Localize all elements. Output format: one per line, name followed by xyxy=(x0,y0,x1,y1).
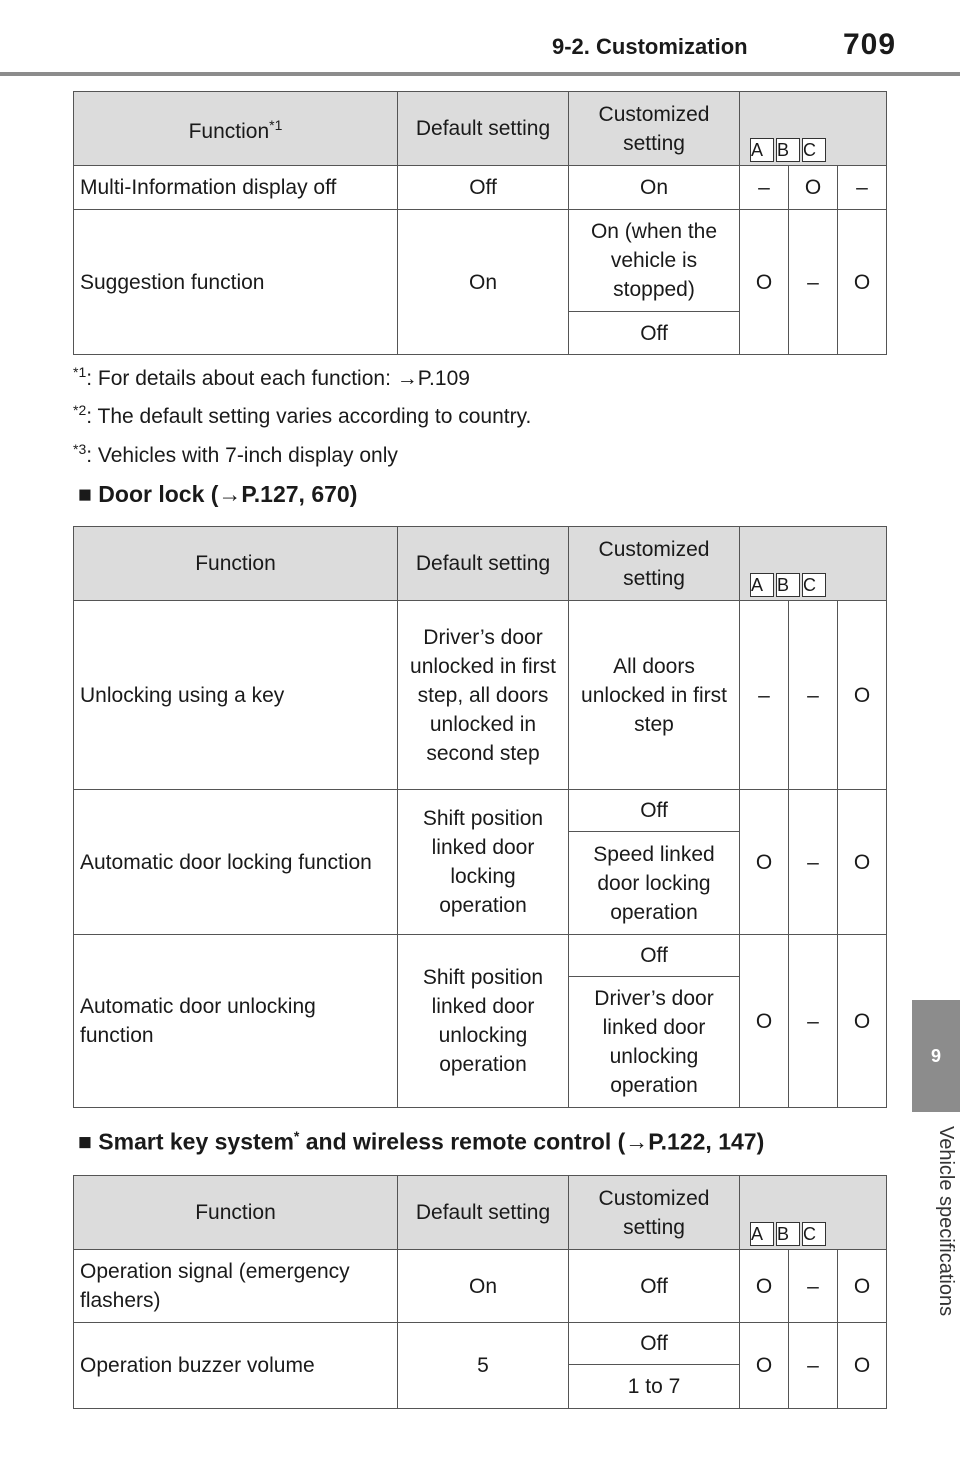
col-customized: Customized setting xyxy=(569,92,740,166)
header-divider xyxy=(0,72,960,76)
table-row: Unlocking using a key Driver’s door unlocked in first step, all doors unlocked in second step All doors unlocked in first step – – O xyxy=(74,601,887,790)
footnote-2: $^{*2}$: The default setting varies according to country. xyxy=(73,402,532,428)
table-row: Operation signal (emergency flashers) On Off O – O xyxy=(74,1250,887,1323)
table-row: Off xyxy=(74,312,887,355)
table-row: 1 to 7 xyxy=(74,1365,887,1409)
section-title-door-lock: ■ Door lock (→P.127, 670) xyxy=(78,481,358,507)
chapter-label: Vehicle specifications xyxy=(935,1126,957,1317)
table-row: Automatic door unlocking function Shift position linked door unlocking operation Off O – O xyxy=(74,935,887,977)
table-header: Function Default setting Customized setting A B C xyxy=(74,527,887,601)
customization-table-1 xyxy=(73,91,887,355)
section-heading: 9-2. Customization xyxy=(552,34,748,59)
customization-table-door-lock xyxy=(73,526,887,1108)
footnote-1: $^{*1}$: For details about each function: →P.109 xyxy=(73,364,470,390)
table-header xyxy=(74,92,887,166)
table-row: Driver’s door linked door unlocking operation xyxy=(74,977,887,1108)
table-row: Automatic door locking function Shift position linked door locking operation Off O – O xyxy=(74,790,887,832)
page-number: 709 xyxy=(843,28,897,61)
table-header: Function Default setting Customized setting A B C xyxy=(74,1176,887,1250)
table-row: Speed linked door locking operation xyxy=(74,832,887,935)
table-row: Multi-Information display off Off On – O – xyxy=(74,166,887,210)
col-function: Function$^{*1}$ xyxy=(74,92,398,166)
section-title-smart-key: ■ Smart key system* and wireless remote control (→P.122, 147) xyxy=(78,1128,765,1155)
col-default: Default setting xyxy=(398,92,569,166)
table-row: Suggestion function On On (when the vehicle is stopped) O – O xyxy=(74,210,887,312)
customization-table-smart-key xyxy=(73,1175,887,1409)
table-row: Operation buzzer volume 5 Off O – O xyxy=(74,1323,887,1365)
col-abc: A B C xyxy=(740,92,887,166)
chapter-tab: 9 xyxy=(912,1000,960,1112)
footnote-3: $^{*3}$: Vehicles with 7-inch display only xyxy=(73,441,398,467)
